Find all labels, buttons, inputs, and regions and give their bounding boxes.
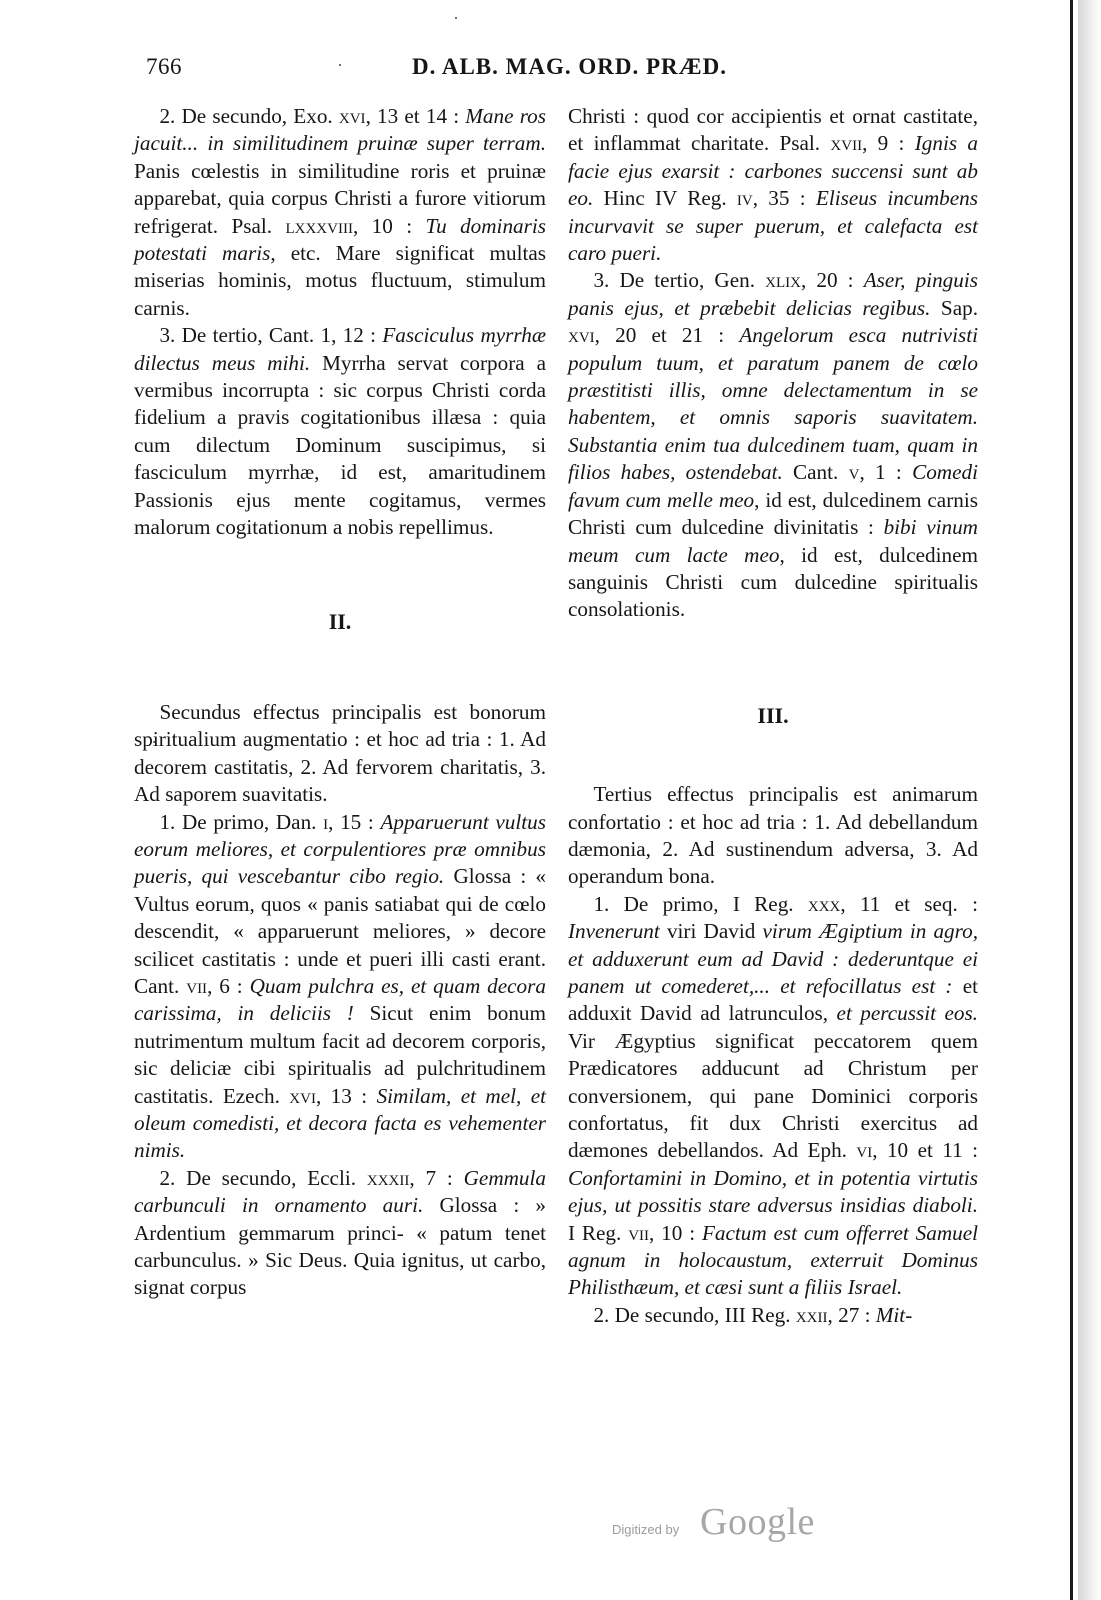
google-logo: Google [700,1501,815,1543]
left-column [134,103,546,1302]
section-heading: III. [757,702,789,728]
section-heading: II. [328,608,352,634]
right-column [568,103,978,1329]
paragraph: Christi : quod cor accipientis et ornat castitate, et inflammat charitate. Psal. xvii, 9 : Ignis a facie ejus exarsit : carbones succensi sunt ab eo. Hinc IV Reg. iv, 35 : Eliseus incumbens incurvavit se super puerum, et calefacta est caro pueri. [568,104,978,266]
digitized-by-label: Digitized by [612,1522,680,1537]
paragraph: 3. De tertio, Gen. xlix, 20 : Aser, pinguis panis ejus, et præbebit delicias regibus. Sap. xvi, 20 et 21 : Angelorum esca nutrivisti populum tuum, et paratum panem de cœlo præstitisti illis, omne delectamentum in se habentem, et omnis saporis suavitatem. Substantia enim tua dulcedinem tuam, quam in filios habes, ostendebat. Cant. v, 1 : Comedi favum cum melle meo, id est, dulcedinem carnis Christi cum dulcedine divinitatis : bibi vinum meum cum lacte meo, id est, dulcedinem sanguinis Christi cum dulcedine spiritualis consolationis. [568,268,979,622]
paragraph: Tertius effectus principalis est animarum confortatio : et hoc ad tria : 1. Ad debellandum dæmonia, 2. Ad sustinendum adversa, 3. Ad operandum bona. [568,782,978,889]
paragraph: Secundus effectus principalis est bonorum spiritualium augmentatio : et hoc ad tria : 1. Ad decorem castitatis, 2. Ad fervorem charitatis, 3. Ad saporem suavitatis. [134,699,546,807]
digitization-watermark [612,1500,842,1550]
paragraph: 2. De secundo, III Reg. xxii, 27 : Mit- [593,1302,913,1327]
paragraph: 2. De secundo, Eccli. xxxii, 7 : Gemmula carbunculi in ornamento auri. Glossa : » Ardentium gemmarum princi- « patum tenet carbunculus. » Sic Deus. Quia ignitus, ut carbo, signat corpus [134,1165,547,1300]
scan-speck [455,17,457,19]
paragraph: 1. De primo, I Reg. xxx, 11 et seq. : Invenerunt viri David virum Ægiptium in agro, et adduxerunt eum ad David : dederuntque ei panem ut comederet,... et refocillatus est : et adduxit David ad latrunculos, et percussit eos. Vir Ægyptius significat peccatorem quem Prædicatores adducunt ad Christum per conversionem, qui pane Dominici corporis confortatus, fit dux Christi exercitus ad dæmones debellandos. Ad Eph. vi, 10 et 11 : Confortamini in Domino, et in potentia virtutis ejus, ut possitis stare adversus insidias diaboli. I Reg. vii, 10 : Factum est cum offerret Samuel agnum in holocaustum, exterruit Dominus Philisthæum, et cæsi sunt a filiis Israel. [568,891,979,1300]
running-head: D. ALB. MAG. ORD. PRÆD. [412,54,727,79]
page-header [0,54,1060,94]
page-number: 766 [146,54,182,79]
paragraph: 3. De tertio, Cant. 1, 12 : Fasciculus myrrhæ dilectus meus mihi. Myrrha servat corpora a vermibus incorrupta : sic corpus Christi corda fidelium a pravis cogitationibus illæsa : quia cum dilectum Dominum suscipimus, si fasciculum myrrhæ, id est, amaritudinem Passionis ejus mente cogitamus, vermes malorum cogitationum a nobis repellimus. [134,323,546,540]
paragraph: 1. De primo, Dan. i, 15 : Apparuerunt vultus eorum meliores, et corpulentiores præ omnibus pueris, qui vescebantur cibo regio. Glossa : « Vultus eorum, quos « panis satiabat qui de cœlo descendit, « apparuerunt meliores, » decore scilicet castitatis : unde et pueri illi casti erant. Cant. vii, 6 : Quam pulchra es, et quam decora carissima, in deliciis ! Sicut enim bonum nutrimentum multum facit ad decorem corporis, sic deliciæ cibi spiritualis ad pulchritudinem castitatis. Ezech. xvi, 13 : Similam, et mel, et oleum comedisti, et decora facta es vehementer nimis. [134,809,546,1163]
page-edge-line [1070,0,1073,1600]
page-edge-shadow [1078,0,1101,1600]
paragraph: 2. De secundo, Exo. xvi, 13 et 14 : Mane ros jacuit... in similitudinem pruinæ super terram. Panis cœlestis in similitudine roris et pruinæ apparebat, quia corpus Christi a furore vitiorum refrigerat. Psal. lxxxviii, 10 : Tu dominaris potestati maris, etc. Mare significat multas miserias hominis, motus fluctuum, stimulum carnis. [134,104,547,320]
